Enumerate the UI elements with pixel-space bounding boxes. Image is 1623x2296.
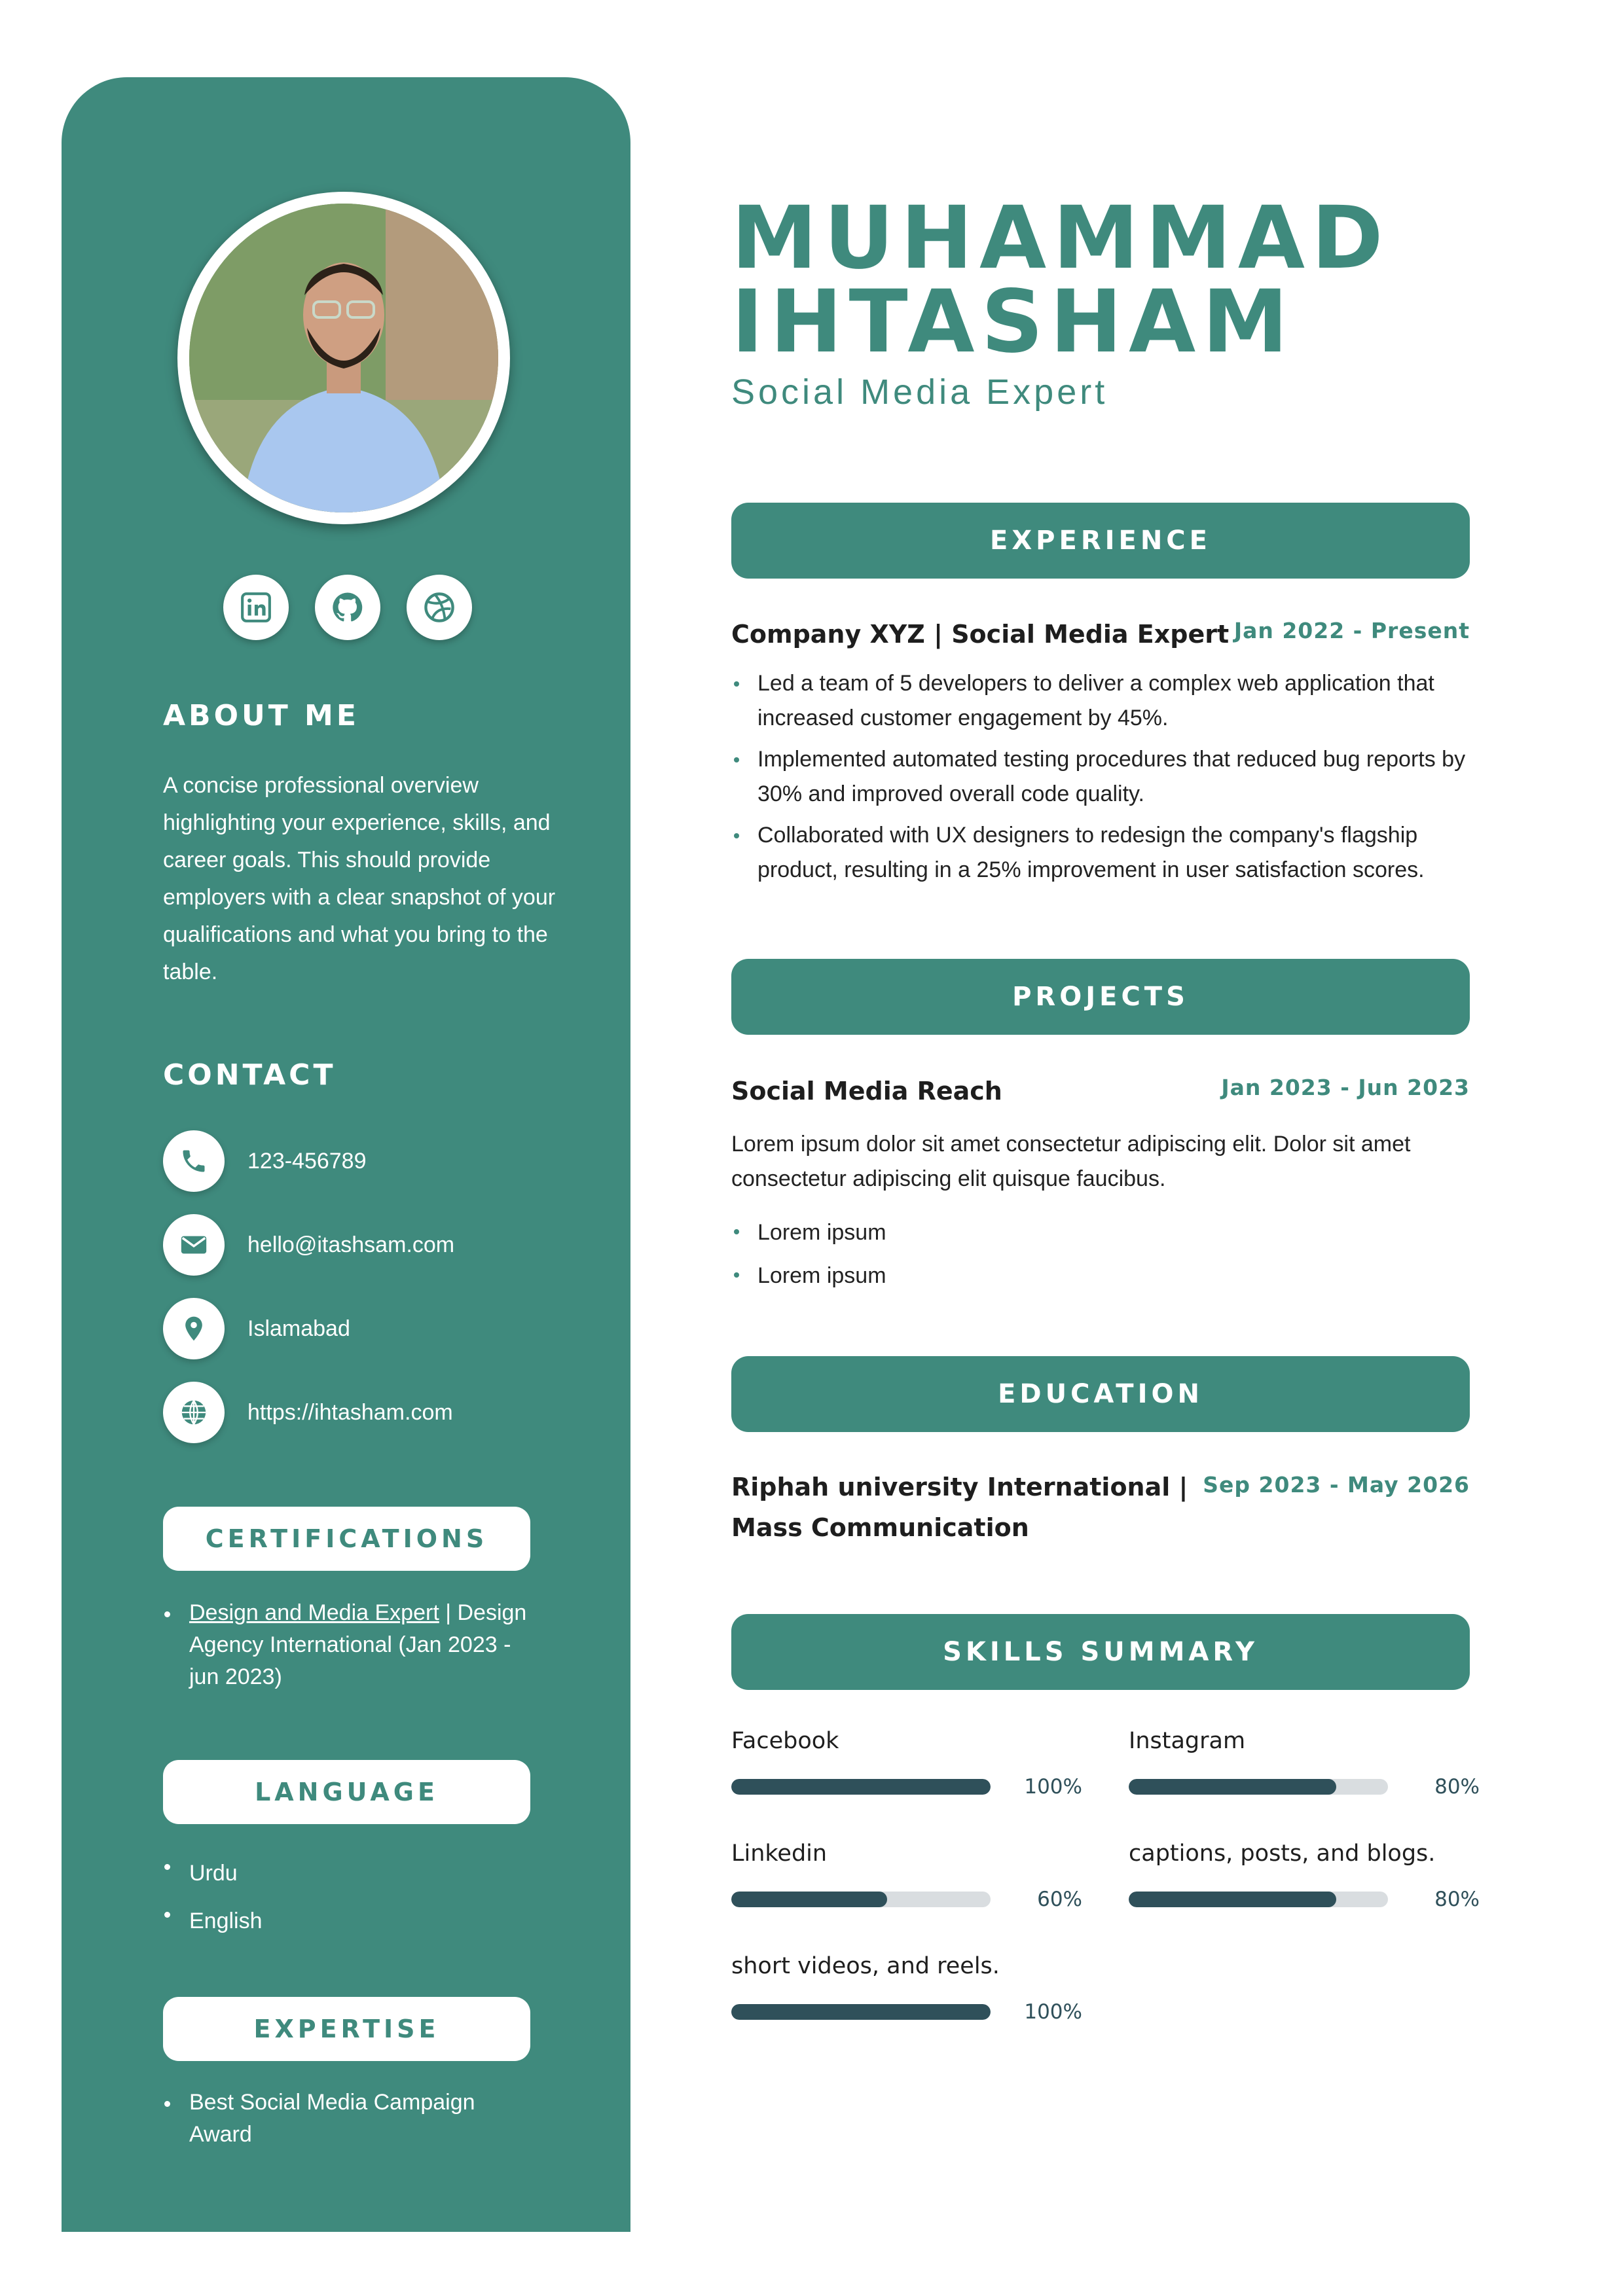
skill-track — [731, 2004, 991, 2020]
candidate-name — [731, 188, 1390, 372]
education-heading: EDUCATION — [731, 1356, 1470, 1432]
skill-track — [1129, 1779, 1388, 1795]
skill-percent: 100% — [1024, 1775, 1082, 1799]
projects-heading: PROJECTS — [731, 959, 1470, 1035]
email-icon — [163, 1214, 225, 1276]
list-item: English — [163, 1897, 543, 1945]
list-item: Led a team of 5 developers to deliver a complex web application that increased customer engagement by 45%. — [731, 666, 1474, 736]
expertise-heading: EXPERTISE — [163, 1997, 530, 2061]
project-date: Jan 2023 - Jun 2023 — [1221, 1075, 1470, 1100]
skill-name: short videos, and reels. — [731, 1953, 1000, 1979]
skill-track — [1129, 1892, 1388, 1907]
profile-photo — [189, 204, 498, 512]
project-description: Lorem ipsum dolor sit amet consectetur adipiscing elit. Dolor sit amet consectetur adipiscing elit quisque faucibus. — [731, 1132, 1411, 1191]
location-text: Islamabad — [247, 1316, 350, 1341]
skill-percent: 80% — [1434, 1888, 1480, 1911]
contact-location — [163, 1298, 350, 1359]
github-icon[interactable] — [315, 575, 380, 640]
experience-date: Jan 2022 - Present — [1233, 618, 1470, 643]
list-item: Urdu — [163, 1850, 543, 1897]
contact-phone — [163, 1130, 367, 1192]
certifications-heading: CERTIFICATIONS — [163, 1507, 530, 1571]
skill-fill — [1129, 1892, 1336, 1907]
skill-captions-posts-blogs — [1129, 1840, 1502, 1911]
skill-name: Facebook — [731, 1728, 839, 1754]
project-bullets — [731, 1214, 1474, 1300]
about-text: A concise professional overview highlighting your experience, skills, and career goals. This should provide employers with a clear snapshot of your qualifications and what you bring to the table. — [163, 773, 556, 984]
education-date: Sep 2023 - May 2026 — [1203, 1472, 1470, 1498]
list-item: Implemented automated testing procedures that reduced bug reports by 30% and improved overall code quality. — [731, 742, 1474, 812]
language-list — [163, 1850, 543, 1945]
last-name: IHTASHAM — [731, 272, 1295, 372]
skill-percent: 100% — [1024, 2000, 1082, 2024]
phone-icon — [163, 1130, 225, 1192]
language-heading: LANGUAGE — [163, 1760, 530, 1824]
skill-percent: 80% — [1434, 1775, 1480, 1799]
skill-name: Linkedin — [731, 1840, 828, 1867]
skill-instagram — [1129, 1728, 1502, 1799]
email-text[interactable]: hello@itashsam.com — [247, 1232, 455, 1257]
skill-track — [731, 1779, 991, 1795]
list-item: Collaborated with UX designers to redesign the company's flagship product, resulting in a 25% improvement in user satisfaction scores. — [731, 818, 1474, 888]
contact-heading: CONTACT — [163, 1058, 337, 1092]
project-title: Social Media Reach — [731, 1077, 1002, 1105]
list-item — [163, 1597, 543, 1693]
education-title — [731, 1467, 1188, 1548]
contact-website — [163, 1382, 453, 1443]
about-heading: ABOUT ME — [163, 699, 359, 732]
profile-photo-frame — [177, 192, 510, 524]
skill-percent: 60% — [1037, 1888, 1082, 1911]
globe-icon — [163, 1382, 225, 1443]
education-institution: Riphah university International | — [731, 1473, 1188, 1501]
certification-link[interactable]: Design and Media Expert — [189, 1600, 439, 1625]
phone-text[interactable]: 123-456789 — [247, 1148, 367, 1174]
linkedin-icon[interactable] — [223, 575, 289, 640]
skill-fill — [1129, 1779, 1336, 1795]
list-item: Lorem ipsum — [731, 1214, 1474, 1251]
skill-linkedin — [731, 1840, 1104, 1911]
skill-name: captions, posts, and blogs. — [1129, 1840, 1436, 1867]
skill-short-videos-reels — [731, 1953, 1104, 2024]
skill-fill — [731, 1892, 887, 1907]
education-program: Mass Communication — [731, 1513, 1029, 1542]
skill-fill — [731, 2004, 991, 2020]
skill-name: Instagram — [1129, 1728, 1246, 1754]
experience-heading: EXPERIENCE — [731, 503, 1470, 579]
first-name: MUHAMMAD — [731, 188, 1390, 289]
skill-track — [731, 1892, 991, 1907]
location-pin-icon — [163, 1298, 225, 1359]
experience-bullets — [731, 666, 1474, 894]
certification-detail: | Design Agency International (Jan 2023 - jun 2023) — [189, 1600, 527, 1689]
list-item: Lorem ipsum — [731, 1257, 1474, 1294]
website-link[interactable]: https://ihtasham.com — [247, 1399, 453, 1425]
person-illustration — [189, 204, 498, 512]
experience-title: Company XYZ | Social Media Expert — [731, 620, 1230, 649]
contact-email — [163, 1214, 454, 1276]
skill-fill — [731, 1779, 991, 1795]
dribbble-icon[interactable] — [407, 575, 472, 640]
list-item: Best Social Media Campaign Award — [163, 2087, 503, 2151]
skills-heading: SKILLS SUMMARY — [731, 1614, 1470, 1690]
social-links — [223, 575, 472, 640]
skill-facebook — [731, 1728, 1104, 1799]
job-title: Social Media Expert — [731, 372, 1108, 412]
expertise-list — [163, 2087, 503, 2151]
certifications-list — [163, 1597, 543, 1693]
